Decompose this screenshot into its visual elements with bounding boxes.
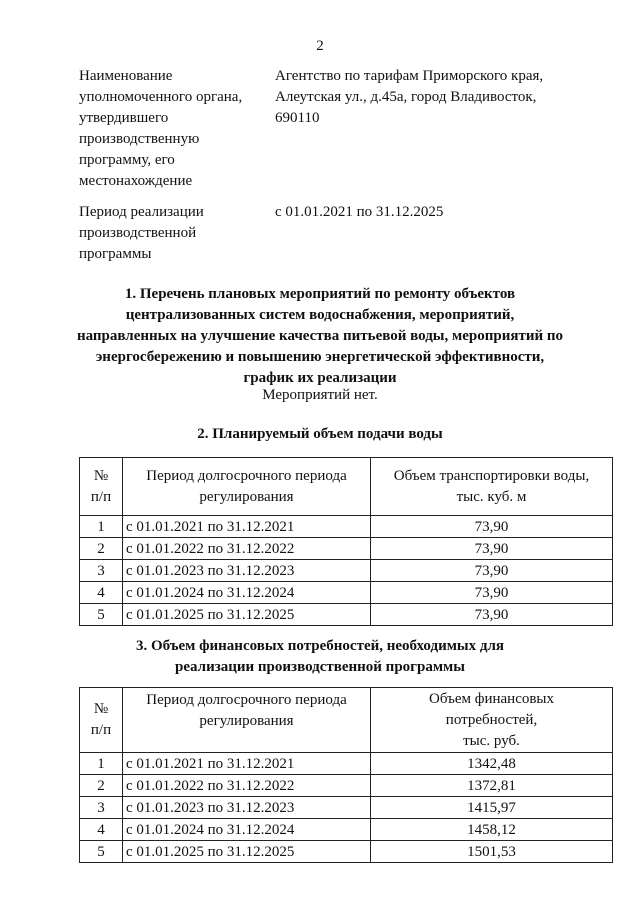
row-num: 3 bbox=[80, 797, 123, 819]
section1-title-line: 1. Перечень плановых мероприятий по ремонту объектов bbox=[124, 286, 516, 302]
water-supply-table bbox=[79, 457, 613, 626]
header-period bbox=[123, 458, 371, 516]
table-header-row bbox=[80, 688, 613, 753]
header-num bbox=[80, 688, 123, 753]
row-num: 4 bbox=[80, 582, 123, 604]
header-period-line: Период долгосрочного периода bbox=[146, 467, 347, 484]
authority-label-line: местонахождение bbox=[79, 173, 193, 189]
section2-title-line: 2. Планируемый объем подачи воды bbox=[197, 426, 443, 442]
row-period: с 01.01.2021 по 31.12.2021 bbox=[123, 753, 371, 775]
row-period: с 01.01.2023 по 31.12.2023 bbox=[123, 797, 371, 819]
authority-label bbox=[79, 66, 242, 192]
row-num: 5 bbox=[80, 604, 123, 626]
row-value: 1342,48 bbox=[371, 753, 613, 775]
row-value: 73,90 bbox=[371, 516, 613, 538]
header-value-line: Объем транспортировки воды, bbox=[393, 467, 590, 484]
row-period: с 01.01.2025 по 31.12.2025 bbox=[123, 604, 371, 626]
period-label-line: Период реализации bbox=[79, 204, 204, 220]
table-row bbox=[80, 604, 613, 626]
section3-title-line: реализации производственной программы bbox=[175, 659, 465, 675]
section1-title-line: централизованных систем водоснабжения, мероприятий, bbox=[125, 307, 515, 323]
period-label-line: программы bbox=[79, 246, 152, 262]
row-value: 73,90 bbox=[371, 582, 613, 604]
header-value-line: Объем финансовых bbox=[428, 690, 555, 707]
section1-title-line: график их реализации bbox=[243, 370, 397, 386]
row-num: 1 bbox=[80, 516, 123, 538]
section1-title-line: направленных на улучшение качества питьевой воды, мероприятий по bbox=[76, 328, 564, 344]
authority-label-line: Наименование bbox=[79, 68, 173, 84]
row-value: 1501,53 bbox=[371, 841, 613, 863]
table-row bbox=[80, 560, 613, 582]
section3-title bbox=[0, 636, 640, 678]
authority-value bbox=[275, 66, 543, 129]
financial-needs-table bbox=[79, 687, 613, 863]
header-value bbox=[371, 688, 613, 753]
header-value-line: тыс. куб. м bbox=[456, 488, 527, 505]
section1-title-line: энергосбережению и повышению энергетической эффективности, bbox=[95, 349, 545, 365]
table-row bbox=[80, 819, 613, 841]
table-row bbox=[80, 516, 613, 538]
header-value-line: потребностей, bbox=[445, 711, 538, 728]
page-number: 2 bbox=[316, 38, 324, 54]
authority-value-line: 690110 bbox=[275, 110, 320, 126]
row-value: 1372,81 bbox=[371, 775, 613, 797]
header-num-line: п/п bbox=[90, 488, 112, 505]
row-period: с 01.01.2024 по 31.12.2024 bbox=[123, 819, 371, 841]
authority-value-line: Алеутская ул., д.45а, город Владивосток, bbox=[275, 89, 537, 105]
period-value-text: с 01.01.2021 по 31.12.2025 bbox=[275, 204, 444, 220]
section1-title bbox=[0, 284, 640, 389]
header-num-line: № bbox=[93, 701, 109, 717]
row-period: с 01.01.2022 по 31.12.2022 bbox=[123, 775, 371, 797]
row-period: с 01.01.2023 по 31.12.2023 bbox=[123, 560, 371, 582]
row-period: с 01.01.2024 по 31.12.2024 bbox=[123, 582, 371, 604]
row-value: 73,90 bbox=[371, 560, 613, 582]
header-num-line: № bbox=[93, 467, 109, 484]
row-period: с 01.01.2025 по 31.12.2025 bbox=[123, 841, 371, 863]
row-value: 1415,97 bbox=[371, 797, 613, 819]
table-row bbox=[80, 775, 613, 797]
period-label bbox=[79, 202, 204, 265]
table-header-row bbox=[80, 458, 613, 516]
section2-title bbox=[0, 424, 640, 445]
header-num bbox=[80, 458, 123, 516]
period-value bbox=[275, 202, 443, 223]
row-num: 1 bbox=[80, 753, 123, 775]
authority-label-line: производственную bbox=[79, 131, 200, 147]
header-value-line: тыс. руб. bbox=[463, 732, 520, 749]
authority-label-line: утвердившего bbox=[79, 110, 169, 126]
row-value: 73,90 bbox=[371, 538, 613, 560]
period-label-line: производственной bbox=[79, 225, 197, 241]
section3-title-line: 3. Объем финансовых потребностей, необходимых для bbox=[135, 638, 505, 654]
row-num: 4 bbox=[80, 819, 123, 841]
header-value bbox=[371, 458, 613, 516]
authority-value-line: Агентство по тарифам Приморского края, bbox=[275, 68, 544, 84]
authority-label-line: программу, его bbox=[79, 152, 175, 168]
row-value: 1458,12 bbox=[371, 819, 613, 841]
header-period bbox=[123, 688, 371, 753]
table-row bbox=[80, 797, 613, 819]
section1-note: Мероприятий нет. bbox=[262, 387, 378, 403]
row-num: 5 bbox=[80, 841, 123, 863]
table-row bbox=[80, 753, 613, 775]
row-period: с 01.01.2022 по 31.12.2022 bbox=[123, 538, 371, 560]
header-period-line: Период долгосрочного периода bbox=[146, 692, 347, 708]
header-num-line: п/п bbox=[90, 722, 112, 738]
header-period-line: регулирования bbox=[199, 713, 294, 729]
table-row bbox=[80, 538, 613, 560]
row-num: 2 bbox=[80, 775, 123, 797]
row-num: 2 bbox=[80, 538, 123, 560]
row-num: 3 bbox=[80, 560, 123, 582]
table-row bbox=[80, 582, 613, 604]
row-period: с 01.01.2021 по 31.12.2021 bbox=[123, 516, 371, 538]
header-period-line: регулирования bbox=[199, 488, 294, 505]
authority-label-line: уполномоченного органа, bbox=[79, 89, 243, 105]
table-row bbox=[80, 841, 613, 863]
row-value: 73,90 bbox=[371, 604, 613, 626]
